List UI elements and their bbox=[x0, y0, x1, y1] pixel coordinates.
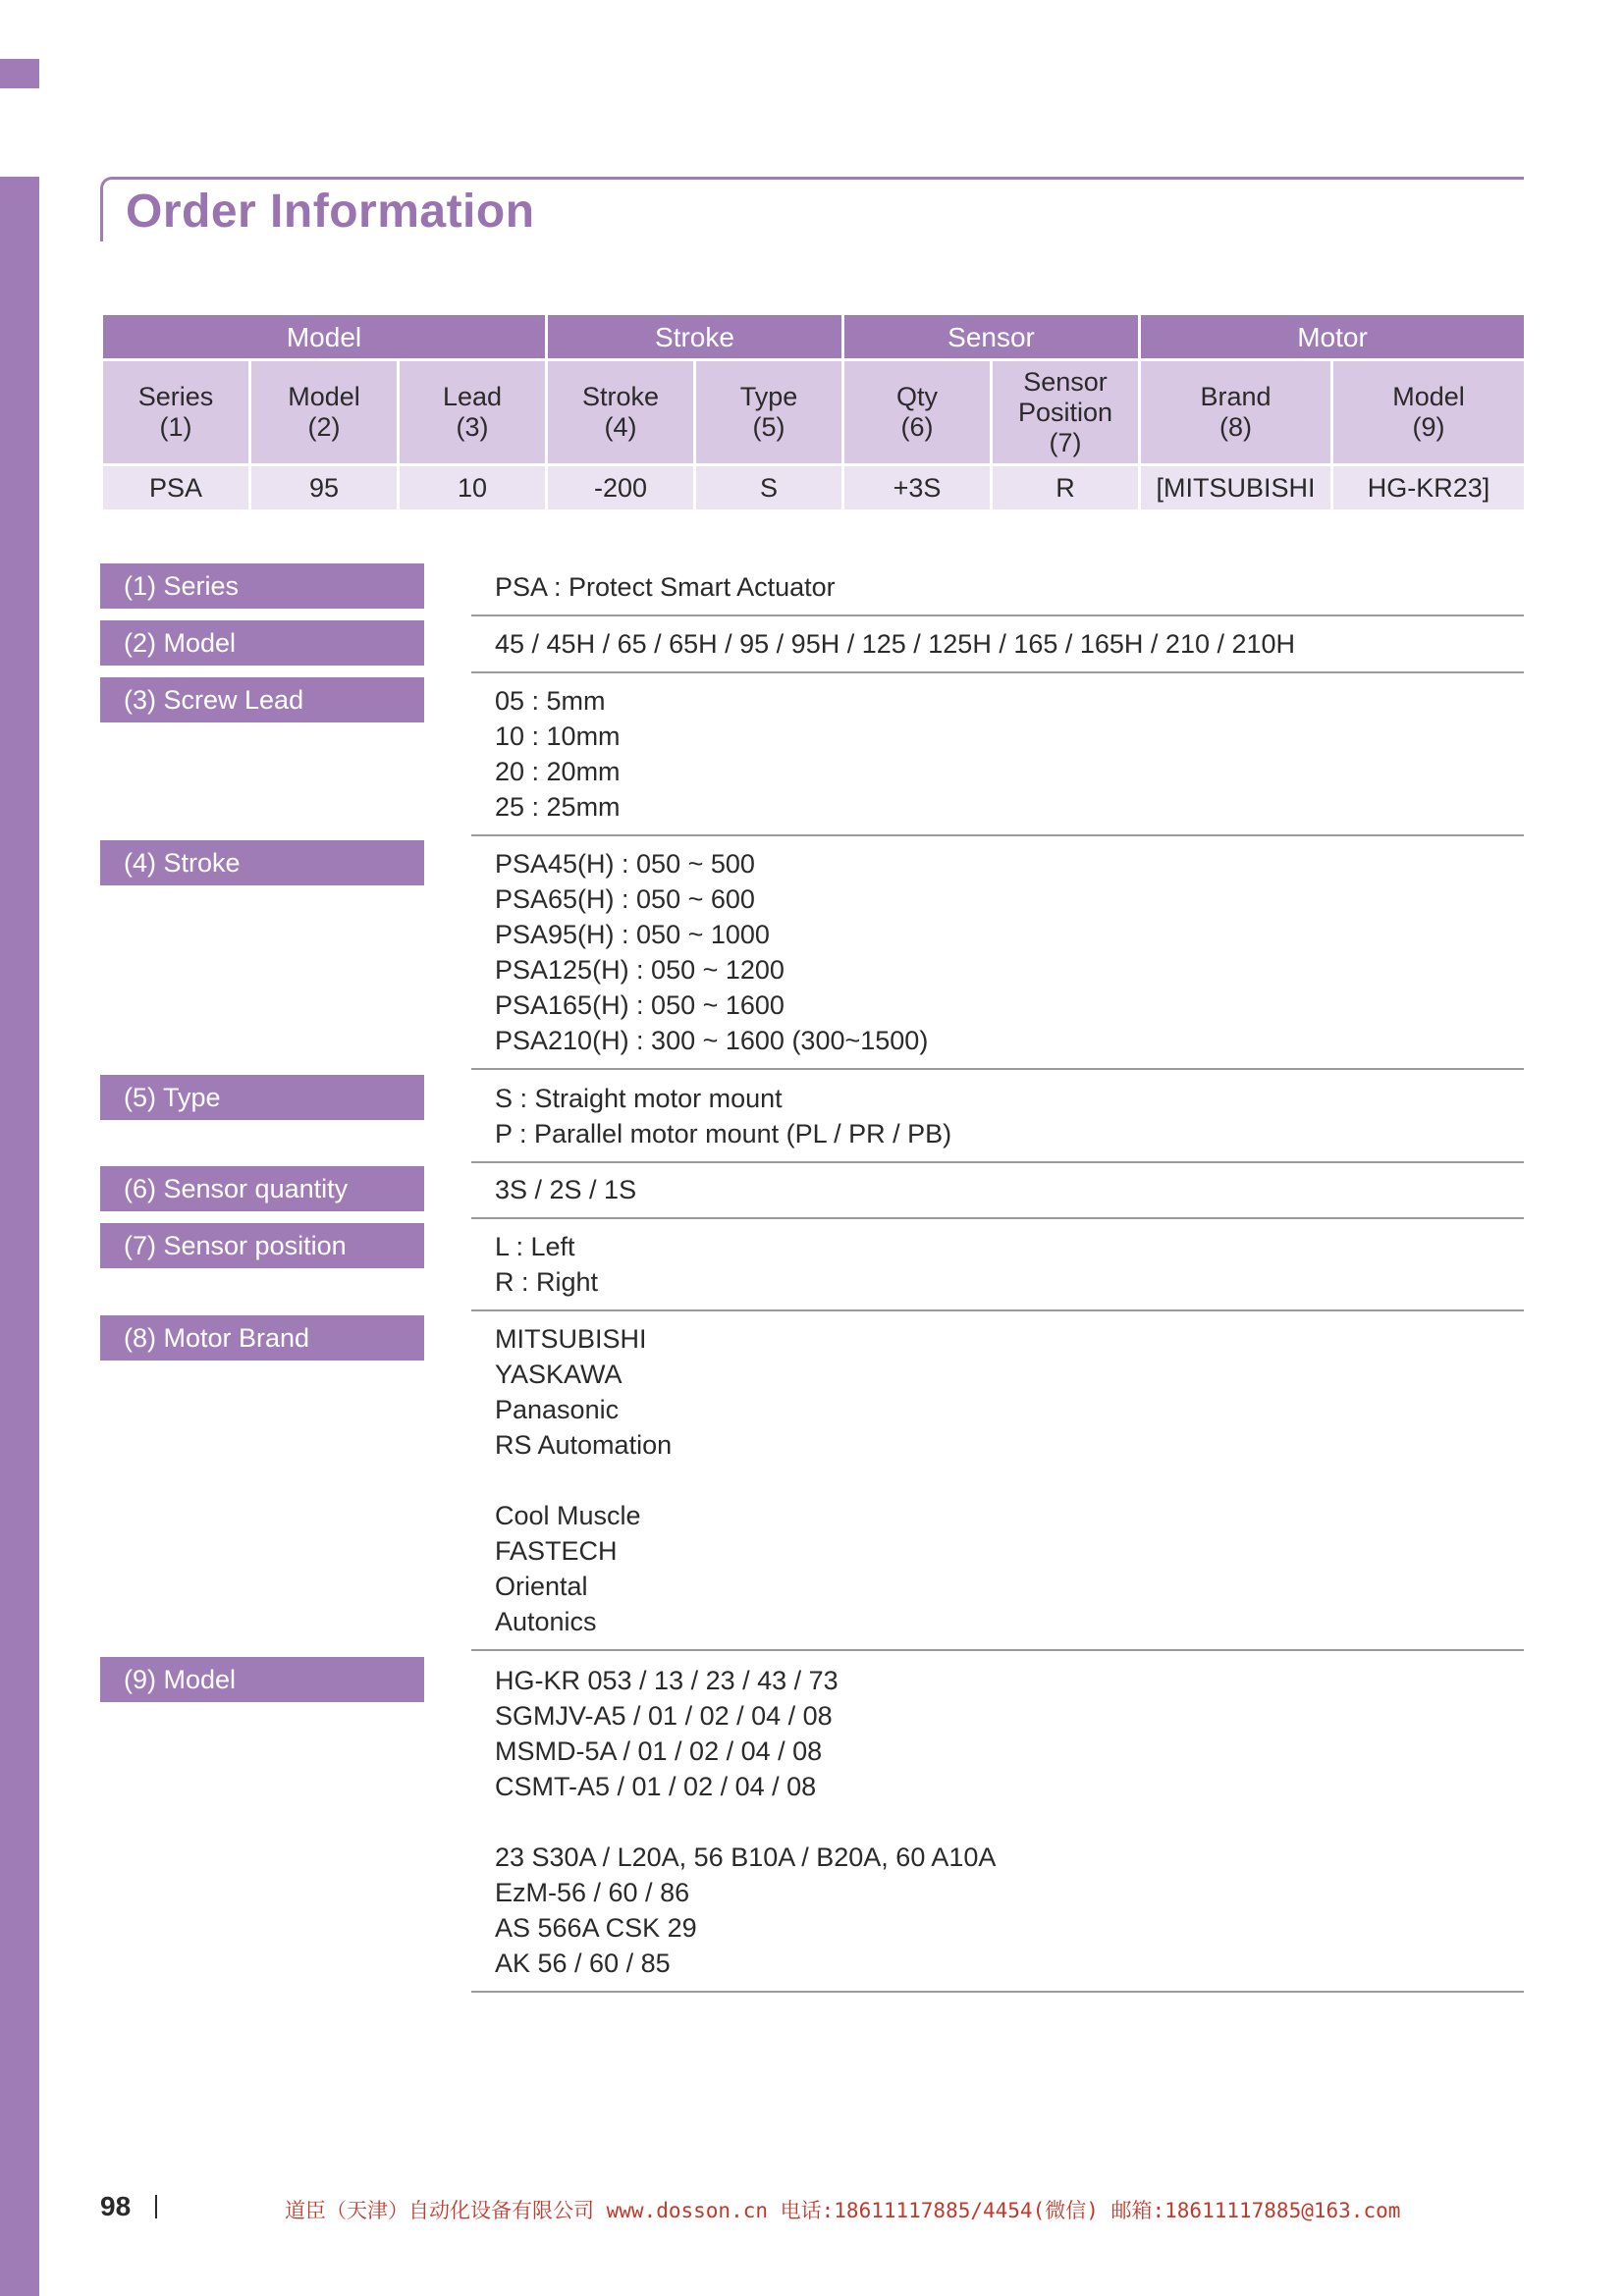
value-qty: +3S bbox=[843, 465, 992, 511]
definition-label: (2) Model bbox=[100, 620, 424, 666]
definition-label: (9) Model bbox=[100, 1657, 424, 1702]
definition-values bbox=[471, 677, 1524, 836]
page-number-separator bbox=[155, 2195, 157, 2218]
definition-line: MITSUBISHI bbox=[495, 1324, 647, 1354]
definition-line: 23 S30A / L20A, 56 B10A / B20A, 60 A10A bbox=[495, 1842, 997, 1872]
definition-values bbox=[471, 620, 1524, 673]
page-number: 98 bbox=[100, 2191, 132, 2221]
order-code-table bbox=[100, 312, 1527, 512]
definition-line: S : Straight motor mount bbox=[495, 1084, 783, 1113]
field-lead: Lead (3) bbox=[399, 360, 547, 465]
left-accent-bar bbox=[0, 177, 39, 2296]
definition-line: 3S / 2S / 1S bbox=[495, 1175, 637, 1204]
definition-label: (8) Motor Brand bbox=[100, 1315, 424, 1361]
group-motor: Motor bbox=[1140, 314, 1526, 360]
definition-line: 20 : 20mm bbox=[495, 757, 621, 786]
definition-label: (5) Type bbox=[100, 1075, 424, 1120]
definition-values bbox=[471, 840, 1524, 1070]
value-stroke: -200 bbox=[547, 465, 695, 511]
definition-line: MSMD-5A / 01 / 02 / 04 / 08 bbox=[495, 1736, 823, 1766]
value-type: S bbox=[695, 465, 843, 511]
definition-line: EzM-56 / 60 / 86 bbox=[495, 1878, 690, 1907]
definition-values bbox=[471, 1075, 1524, 1163]
definition-spacer bbox=[495, 1804, 1524, 1840]
value-lead: 10 bbox=[399, 465, 547, 511]
definition-line: PSA165(H) : 050 ~ 1600 bbox=[495, 990, 785, 1020]
definition-values bbox=[471, 1315, 1524, 1651]
group-header-row bbox=[102, 314, 1526, 360]
definition-line: Autonics bbox=[495, 1607, 597, 1636]
value-model: 95 bbox=[250, 465, 399, 511]
definition-line: 10 : 10mm bbox=[495, 721, 621, 751]
definition-line: Panasonic bbox=[495, 1395, 620, 1424]
value-sensor-position: R bbox=[992, 465, 1140, 511]
definition-values bbox=[471, 1166, 1524, 1219]
definition-label: (1) Series bbox=[100, 563, 424, 609]
definition-line: R : Right bbox=[495, 1267, 599, 1297]
field-type: Type (5) bbox=[695, 360, 843, 465]
footer-contact: 道臣（天津）自动化设备有限公司 www.dosson.cn 电话:18611117885/4454(微信) 邮箱:18611117885@163.com bbox=[285, 2199, 1401, 2222]
field-series: Series (1) bbox=[102, 360, 250, 465]
definition-values bbox=[471, 1657, 1524, 1993]
field-model: Model (2) bbox=[250, 360, 399, 465]
definition-line: PSA210(H) : 300 ~ 1600 (300~1500) bbox=[495, 1026, 929, 1055]
definition-label: (4) Stroke bbox=[100, 840, 424, 885]
value-series: PSA bbox=[102, 465, 250, 511]
value-row bbox=[102, 465, 1526, 511]
definition-spacer bbox=[495, 1463, 1524, 1498]
definition-line: Oriental bbox=[495, 1572, 588, 1601]
definition-values bbox=[471, 563, 1524, 616]
definition-line: PSA65(H) : 050 ~ 600 bbox=[495, 884, 755, 914]
definition-line: SGMJV-A5 / 01 / 02 / 04 / 08 bbox=[495, 1701, 833, 1731]
left-accent-bar-top bbox=[0, 59, 39, 88]
definition-line: PSA : Protect Smart Actuator bbox=[495, 572, 836, 602]
definition-label: (3) Screw Lead bbox=[100, 677, 424, 722]
definition-line: 05 : 5mm bbox=[495, 686, 606, 716]
definition-line: PSA45(H) : 050 ~ 500 bbox=[495, 849, 755, 879]
definition-line: CSMT-A5 / 01 / 02 / 04 / 08 bbox=[495, 1772, 817, 1801]
field-brand: Brand (8) bbox=[1140, 360, 1332, 465]
definition-line: YASKAWA bbox=[495, 1360, 623, 1389]
group-model: Model bbox=[102, 314, 547, 360]
definition-values bbox=[471, 1223, 1524, 1311]
field-header-row bbox=[102, 360, 1526, 465]
definition-line: PSA95(H) : 050 ~ 1000 bbox=[495, 920, 770, 949]
definition-line: HG-KR 053 / 13 / 23 / 43 / 73 bbox=[495, 1666, 839, 1695]
definition-line: AS 566A CSK 29 bbox=[495, 1913, 697, 1943]
field-motor-model: Model (9) bbox=[1332, 360, 1526, 465]
page-title: Order Information bbox=[126, 186, 535, 238]
value-brand: [MITSUBISHI bbox=[1140, 465, 1332, 511]
definition-line: 45 / 45H / 65 / 65H / 95 / 95H / 125 / 125H / 165 / 165H / 210 / 210H bbox=[495, 629, 1296, 659]
group-sensor: Sensor bbox=[843, 314, 1140, 360]
field-sensor-position: Sensor Position (7) bbox=[992, 360, 1140, 465]
definition-line: AK 56 / 60 / 85 bbox=[495, 1949, 671, 1978]
definition-line: P : Parallel motor mount (PL / PR / PB) bbox=[495, 1119, 952, 1148]
definition-label: (6) Sensor quantity bbox=[100, 1166, 424, 1211]
definition-line: PSA125(H) : 050 ~ 1200 bbox=[495, 955, 785, 985]
definition-label: (7) Sensor position bbox=[100, 1223, 424, 1268]
definition-line: RS Automation bbox=[495, 1430, 673, 1460]
definition-line: FASTECH bbox=[495, 1536, 618, 1566]
definition-line: L : Left bbox=[495, 1232, 575, 1261]
value-motor-model: HG-KR23] bbox=[1332, 465, 1526, 511]
definition-line: Cool Muscle bbox=[495, 1501, 641, 1530]
definition-line: 25 : 25mm bbox=[495, 792, 621, 822]
field-stroke: Stroke (4) bbox=[547, 360, 695, 465]
group-stroke: Stroke bbox=[547, 314, 843, 360]
field-qty: Qty (6) bbox=[843, 360, 992, 465]
